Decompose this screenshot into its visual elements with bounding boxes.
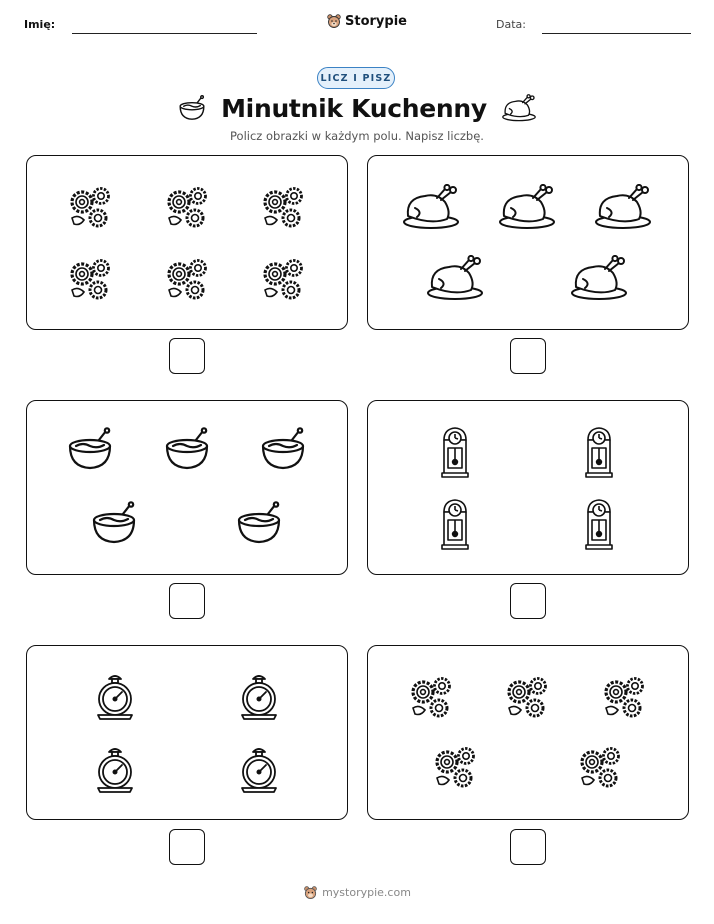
- count-panel-6: [367, 645, 689, 820]
- gears-icon: [409, 674, 453, 720]
- gears-icon: [602, 674, 646, 720]
- count-panel-4: [367, 400, 689, 575]
- count-panel-1: [26, 155, 348, 330]
- gears-icon: [261, 256, 305, 302]
- instructions: Policz obrazki w każdym polu. Napisz liczbę.: [230, 129, 484, 143]
- roast-turkey-icon: [501, 94, 537, 122]
- mixing-bowl-icon: [258, 427, 308, 471]
- gears-icon: [165, 256, 209, 302]
- grandfather-clock-icon: [440, 498, 470, 550]
- answer-box-4[interactable]: [510, 583, 546, 619]
- roast-turkey-icon: [593, 184, 653, 230]
- kitchen-timer-icon: [239, 672, 279, 720]
- roast-turkey-icon: [497, 184, 557, 230]
- roast-turkey-icon: [401, 184, 461, 230]
- answer-box-5[interactable]: [169, 829, 205, 865]
- brand-name: Storypie: [345, 13, 407, 29]
- count-panel-5: [26, 645, 348, 820]
- gears-icon: [261, 184, 305, 230]
- gears-icon: [68, 184, 112, 230]
- bear-mascot-icon: [303, 885, 318, 900]
- footer-link[interactable]: mystorypie.com: [322, 886, 411, 899]
- answer-box-3[interactable]: [169, 583, 205, 619]
- bear-mascot-icon: [326, 13, 342, 29]
- grandfather-clock-icon: [440, 426, 470, 478]
- answer-box-6[interactable]: [510, 829, 546, 865]
- grandfather-clock-icon: [584, 426, 614, 478]
- activity-badge: LICZ I PISZ: [317, 67, 395, 89]
- date-label: Data:: [496, 18, 526, 31]
- count-panel-3: [26, 400, 348, 575]
- mixing-bowl-icon: [162, 427, 212, 471]
- kitchen-timer-icon: [239, 745, 279, 793]
- title-row: [0, 92, 714, 124]
- count-panel-2: [367, 155, 689, 330]
- footer: [0, 885, 714, 900]
- page-title: Minutnik Kuchenny: [221, 93, 487, 123]
- gears-icon: [505, 674, 549, 720]
- mixing-bowl-icon: [65, 427, 115, 471]
- gears-icon: [433, 744, 477, 790]
- gears-icon: [165, 184, 209, 230]
- kitchen-timer-icon: [95, 745, 135, 793]
- answer-box-2[interactable]: [510, 338, 546, 374]
- gears-icon: [68, 256, 112, 302]
- mixing-bowl-icon: [177, 95, 207, 121]
- grandfather-clock-icon: [584, 498, 614, 550]
- answer-box-1[interactable]: [169, 338, 205, 374]
- brand-logo: [326, 13, 407, 29]
- mixing-bowl-icon: [234, 501, 284, 545]
- kitchen-timer-icon: [95, 672, 135, 720]
- roast-turkey-icon: [569, 255, 629, 301]
- name-label: Imię:: [24, 18, 56, 31]
- mixing-bowl-icon: [89, 501, 139, 545]
- name-line[interactable]: [72, 33, 257, 34]
- gears-icon: [578, 744, 622, 790]
- roast-turkey-icon: [425, 255, 485, 301]
- date-line[interactable]: [542, 33, 691, 34]
